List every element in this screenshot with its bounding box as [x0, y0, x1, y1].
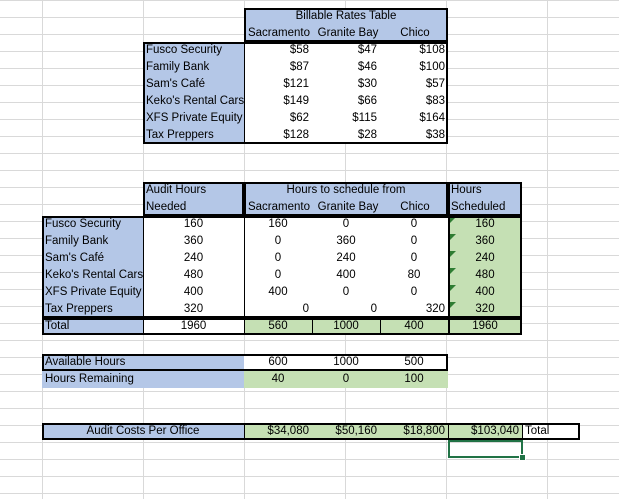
schedule-client-cell[interactable]: XFS Private Equity [42, 284, 143, 301]
divider [449, 216, 450, 335]
audit-hours-needed-cell[interactable]: 320 [143, 301, 244, 318]
available-hours-cell[interactable]: 1000 [312, 354, 380, 371]
error-indicator-icon [450, 217, 456, 223]
schedule-client-cell[interactable]: Keko's Rental Cars [42, 267, 143, 284]
divider [143, 216, 144, 335]
audit-hours-needed-cell[interactable]: 480 [143, 267, 244, 284]
rates-client-cell[interactable]: XFS Private Equity [143, 110, 244, 127]
rate-value-cell[interactable]: $62 [244, 110, 312, 127]
hours-office-cell[interactable]: 0 [380, 284, 448, 301]
error-indicator-icon [450, 302, 456, 308]
audit-cost-cell[interactable]: $50,160 [312, 423, 380, 440]
hours-office-cell[interactable]: 80 [380, 267, 448, 284]
rate-value-cell[interactable]: $83 [380, 93, 448, 110]
total-office-cell[interactable]: 400 [380, 318, 448, 335]
schedule-client-cell[interactable]: Sam's Café [42, 250, 143, 267]
audit-cost-total-cell[interactable]: $103,040 [448, 423, 522, 440]
error-indicator-icon [450, 251, 456, 257]
hours-office-cell[interactable]: 0 [380, 216, 448, 233]
hours-office-cell[interactable]: 320 [380, 301, 448, 318]
rates-office-header[interactable]: Chico [400, 27, 430, 39]
rates-client-cell[interactable]: Fusco Security [143, 42, 244, 59]
rate-value-cell[interactable]: $30 [312, 76, 380, 93]
divider [244, 423, 245, 440]
hours-scheduled-header-line2[interactable]: Scheduled [451, 201, 506, 213]
rate-value-cell[interactable]: $128 [244, 127, 312, 144]
rate-value-cell[interactable]: $87 [244, 59, 312, 76]
rate-value-cell[interactable]: $164 [380, 110, 448, 127]
divider [244, 216, 245, 335]
divider [448, 423, 449, 440]
rate-value-cell[interactable]: $38 [380, 127, 448, 144]
rates-office-header[interactable]: Granite Bay [317, 27, 379, 39]
hours-office-cell[interactable]: 0 [244, 250, 312, 267]
rate-value-cell[interactable]: $47 [312, 42, 380, 59]
total-office-cell[interactable]: 560 [244, 318, 312, 335]
hours-remaining-cell[interactable]: 40 [244, 371, 312, 388]
audit-hours-needed-cell[interactable]: 160 [143, 216, 244, 233]
audit-hours-header-line2[interactable]: Needed [146, 201, 187, 213]
hours-office-cell[interactable]: 240 [312, 250, 380, 267]
hours-office-cell[interactable]: 160 [244, 216, 312, 233]
hours-office-cell[interactable]: 0 [244, 233, 312, 250]
hours-scheduled-cell[interactable]: 400 [448, 284, 522, 301]
rate-value-cell[interactable]: $100 [380, 59, 448, 76]
hours-schedule-header[interactable]: Hours to schedule from [286, 184, 406, 196]
hours-office-cell[interactable]: 0 [380, 233, 448, 250]
rate-value-cell[interactable]: $121 [244, 76, 312, 93]
divider [312, 318, 313, 335]
total-office-cell[interactable]: 1000 [312, 318, 380, 335]
rates-client-cell[interactable]: Keko's Rental Cars [143, 93, 244, 110]
hours-office-cell[interactable]: 360 [312, 233, 380, 250]
hours-office-cell[interactable]: 400 [244, 284, 312, 301]
rate-value-cell[interactable]: $108 [380, 42, 448, 59]
audit-costs-label[interactable]: Audit Costs Per Office [42, 423, 244, 440]
hours-scheduled-cell[interactable]: 160 [448, 216, 522, 233]
total-scheduled-cell[interactable]: 1960 [448, 318, 522, 335]
rate-value-cell[interactable]: $46 [312, 59, 380, 76]
hours-office-cell[interactable]: 0 [312, 301, 380, 318]
total-label-cell[interactable]: Total [42, 318, 143, 335]
rates-divider [244, 42, 245, 144]
hours-office-cell[interactable]: 0 [244, 301, 312, 318]
hours-remaining-cell[interactable]: 0 [312, 371, 380, 388]
rate-value-cell[interactable]: $57 [380, 76, 448, 93]
schedule-client-cell[interactable]: Fusco Security [42, 216, 143, 233]
total-label-cell[interactable]: Total [522, 423, 580, 440]
rate-value-cell[interactable]: $58 [244, 42, 312, 59]
error-indicator-icon [450, 268, 456, 274]
hours-scheduled-cell[interactable]: 320 [448, 301, 522, 318]
hours-remaining-cell[interactable]: 100 [380, 371, 448, 388]
schedule-office-header[interactable]: Sacramento [247, 201, 310, 213]
divider [380, 318, 381, 335]
hours-office-cell[interactable]: 0 [312, 216, 380, 233]
hours-scheduled-cell[interactable]: 360 [448, 233, 522, 250]
audit-cost-cell[interactable]: $18,800 [380, 423, 448, 440]
selected-cell[interactable] [448, 440, 523, 458]
available-hours-cell[interactable]: 500 [380, 354, 448, 371]
audit-cost-cell[interactable]: $34,080 [244, 423, 312, 440]
error-indicator-icon [450, 285, 456, 291]
audit-hours-needed-cell[interactable]: 400 [143, 284, 244, 301]
available-hours-cell[interactable]: 600 [244, 354, 312, 371]
audit-hours-needed-cell[interactable]: 360 [143, 233, 244, 250]
hours-office-cell[interactable]: 400 [312, 267, 380, 284]
hours-scheduled-cell[interactable]: 240 [448, 250, 522, 267]
rate-value-cell[interactable]: $66 [312, 93, 380, 110]
fill-handle[interactable] [519, 454, 526, 461]
hours-scheduled-header-line1[interactable]: Hours [451, 184, 482, 196]
rates-client-cell[interactable]: Sam's Café [143, 76, 244, 93]
schedule-office-header[interactable]: Chico [400, 201, 430, 213]
hours-office-cell[interactable]: 0 [244, 267, 312, 284]
hours-office-cell[interactable]: 0 [380, 250, 448, 267]
rates-client-cell[interactable]: Family Bank [143, 59, 244, 76]
hours-remaining-label[interactable]: Hours Remaining [42, 371, 244, 388]
hours-scheduled-cell[interactable]: 480 [448, 267, 522, 284]
available-hours-label[interactable]: Available Hours [42, 354, 244, 371]
rates-title-cell[interactable]: Billable Rates Table [244, 8, 448, 25]
schedule-office-header[interactable]: Granite Bay [317, 201, 379, 213]
divider [522, 423, 523, 440]
rates-office-header[interactable]: Sacramento [247, 27, 310, 39]
hours-office-cell[interactable]: 0 [312, 284, 380, 301]
rate-value-cell[interactable]: $115 [312, 110, 380, 127]
schedule-client-cell[interactable]: Tax Preppers [42, 301, 143, 318]
rate-value-cell[interactable]: $28 [312, 127, 380, 144]
audit-hours-needed-cell[interactable]: 240 [143, 250, 244, 267]
audit-hours-header-line1[interactable]: Audit Hours [146, 184, 207, 196]
rate-value-cell[interactable]: $149 [244, 93, 312, 110]
rates-client-cell[interactable]: Tax Preppers [143, 127, 244, 144]
schedule-client-cell[interactable]: Family Bank [42, 233, 143, 250]
error-indicator-icon [450, 234, 456, 240]
total-needed-cell[interactable]: 1960 [143, 318, 244, 335]
